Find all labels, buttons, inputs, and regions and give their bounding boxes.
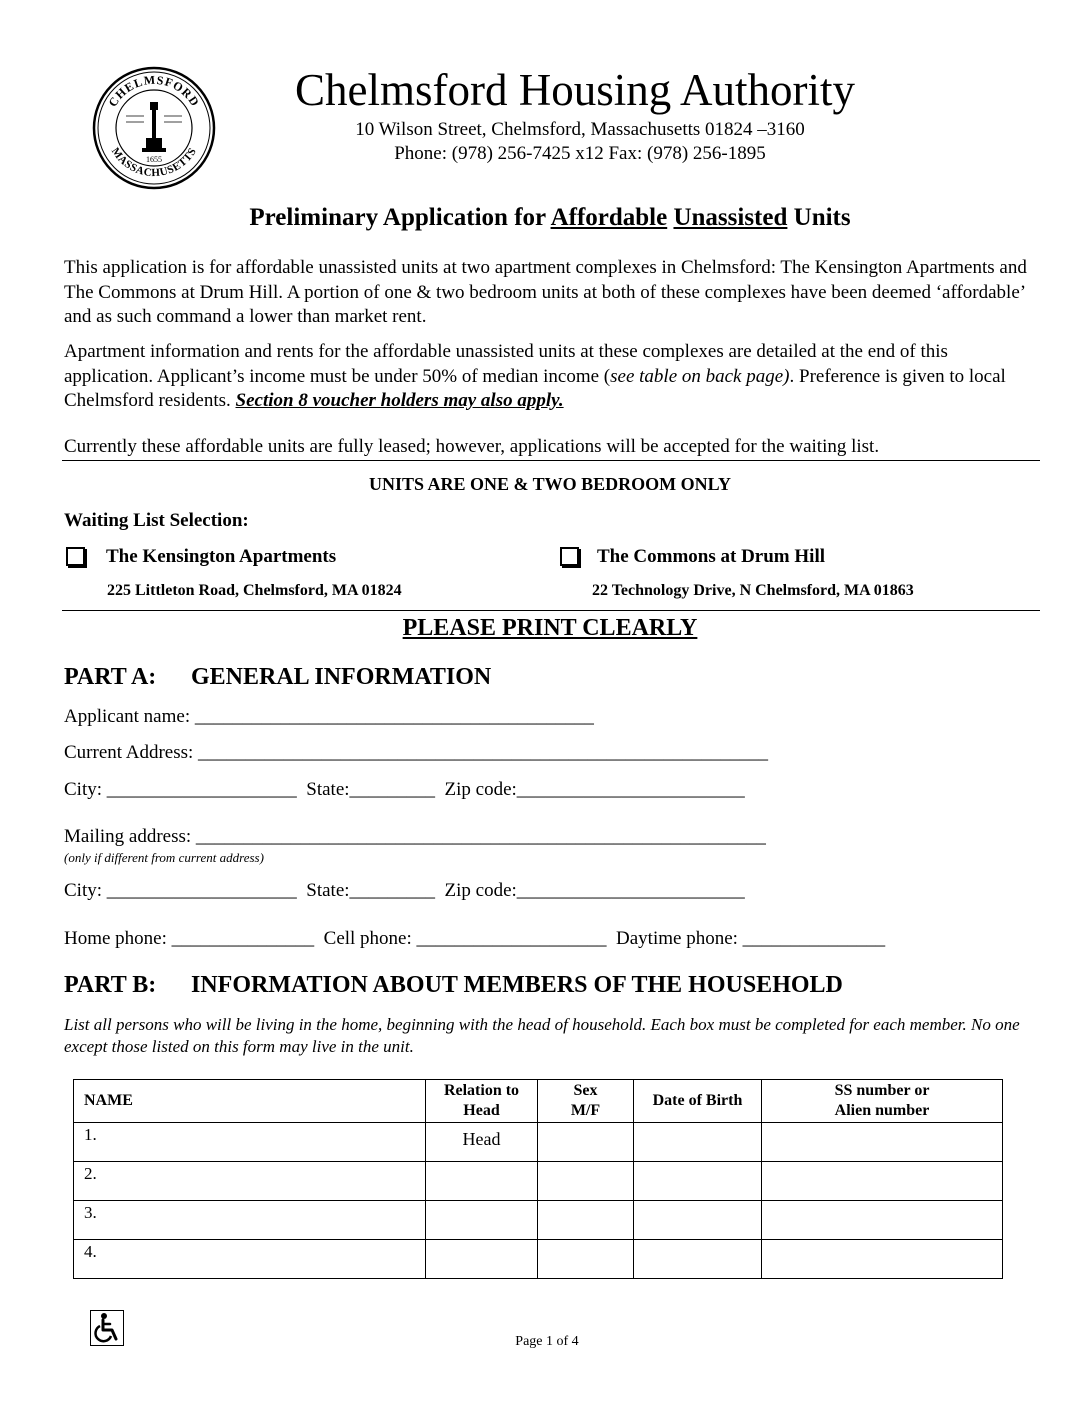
print-clearly-notice: PLEASE PRINT CLEARLY <box>402 615 698 641</box>
name-cell[interactable]: 2. <box>74 1162 426 1201</box>
sex-cell[interactable] <box>538 1162 634 1201</box>
table-header-row <box>74 1080 1003 1123</box>
col-header-ss: SS number or Alien number <box>762 1080 1003 1123</box>
kensington-address: 225 Littleton Road, Chelmsford, MA 01824 <box>107 582 402 599</box>
ss-cell[interactable] <box>762 1123 1003 1162</box>
kensington-option-label: The Kensington Apartments <box>106 546 337 567</box>
org-address: 10 Wilson Street, Chelmsford, Massachusetts 01824 –3160 <box>355 119 805 140</box>
mailing-address-note: (only if different from current address) <box>64 850 264 865</box>
intro-paragraph-2: Apartment information and rents for the affordable unassisted units at these complexes are detailed at the end of this application. Applicant’s income must be under 50% of median income (see table on back page). Preference is given to local Chelmsford residents. Section 8 voucher holders may also apply. <box>64 341 1006 411</box>
intro-paragraph-1: This application is for affordable unassisted units at two apartment complexes in Chelmsford: The Kensington Apartments and The Commons at Drum Hill. A portion of one & two bedroom units at both of these complexes have been deemed ‘affordable’ and as such command a lower than market rent. <box>64 257 1027 327</box>
current-address-field[interactable]: Current Address: ____________________________________________________________ <box>64 742 769 763</box>
part-b-heading: PART B: INFORMATION ABOUT MEMBERS OF THE HOUSEHOLD <box>64 972 843 998</box>
city-state-zip-field[interactable]: City: ____________________ State:_________ Zip code:________________________ <box>64 779 745 800</box>
units-note: UNITS ARE ONE & TWO BEDROOM ONLY <box>368 474 732 494</box>
relation-cell[interactable] <box>426 1240 538 1279</box>
mailing-address-field[interactable]: Mailing address: ____________________________________________________________ <box>64 826 766 847</box>
commons-option-label: The Commons at Drum Hill <box>597 546 825 567</box>
table-row <box>74 1201 1003 1240</box>
waiting-list-heading: Waiting List Selection: <box>64 510 249 531</box>
applicant-name-field[interactable]: Applicant name: __________________________________________ <box>64 706 594 727</box>
page-number: Page 1 of 4 <box>515 1334 579 1349</box>
phone-fields[interactable]: Home phone: _______________ Cell phone: ____________________ Daytime phone: _______________ <box>64 928 886 949</box>
col-header-dob: Date of Birth <box>634 1080 762 1123</box>
sex-cell[interactable] <box>538 1201 634 1240</box>
table-row <box>74 1123 1003 1162</box>
divider <box>62 610 1040 611</box>
table-row <box>74 1240 1003 1279</box>
dob-cell[interactable] <box>634 1240 762 1279</box>
svg-text:MASSACHUSETTS: MASSACHUSETTS <box>108 145 200 180</box>
name-cell[interactable]: 4. <box>74 1240 426 1279</box>
dob-cell[interactable] <box>634 1162 762 1201</box>
org-phone-fax: Phone: (978) 256-7425 x12 Fax: (978) 256-1895 <box>394 143 766 164</box>
commons-address: 22 Technology Drive, N Chelmsford, MA 01863 <box>592 582 914 599</box>
ss-cell[interactable] <box>762 1162 1003 1201</box>
relation-cell[interactable] <box>426 1162 538 1201</box>
ss-cell[interactable] <box>762 1201 1003 1240</box>
sex-cell[interactable] <box>538 1123 634 1162</box>
household-members-table <box>73 1079 1003 1279</box>
mailing-city-state-zip-field[interactable]: City: ____________________ State:_________ Zip code:________________________ <box>64 880 745 901</box>
col-header-sex: Sex M/F <box>538 1080 634 1123</box>
intro-paragraph-3: Currently these affordable units are fully leased; however, applications will be accepted for the waiting list. <box>64 436 880 457</box>
svg-text:CHELMSFORD: CHELMSFORD <box>105 72 203 110</box>
table-row <box>74 1162 1003 1201</box>
relation-cell[interactable]: Head <box>426 1123 538 1162</box>
dob-cell[interactable] <box>634 1123 762 1162</box>
org-name: Chelmsford Housing Authority <box>295 65 855 115</box>
dob-cell[interactable] <box>634 1201 762 1240</box>
kensington-checkbox[interactable] <box>66 547 85 566</box>
divider <box>62 460 1040 461</box>
col-header-relation: Relation to Head <box>426 1080 538 1123</box>
name-cell[interactable]: 1. <box>74 1123 426 1162</box>
sex-cell[interactable] <box>538 1240 634 1279</box>
ss-cell[interactable] <box>762 1240 1003 1279</box>
application-title: Preliminary Application for Affordable Unassisted Units <box>249 204 851 231</box>
svg-text:1655: 1655 <box>146 155 162 164</box>
part-b-instructions: List all persons who will be living in the home, beginning with the head of household. Each box must be completed for each member. No one except those listed on this form may live in the unit. <box>64 1015 1020 1056</box>
col-header-name: NAME <box>74 1080 426 1123</box>
relation-cell[interactable] <box>426 1201 538 1240</box>
part-a-heading: PART A: GENERAL INFORMATION <box>64 664 492 690</box>
commons-checkbox[interactable] <box>560 547 579 566</box>
name-cell[interactable]: 3. <box>74 1201 426 1240</box>
